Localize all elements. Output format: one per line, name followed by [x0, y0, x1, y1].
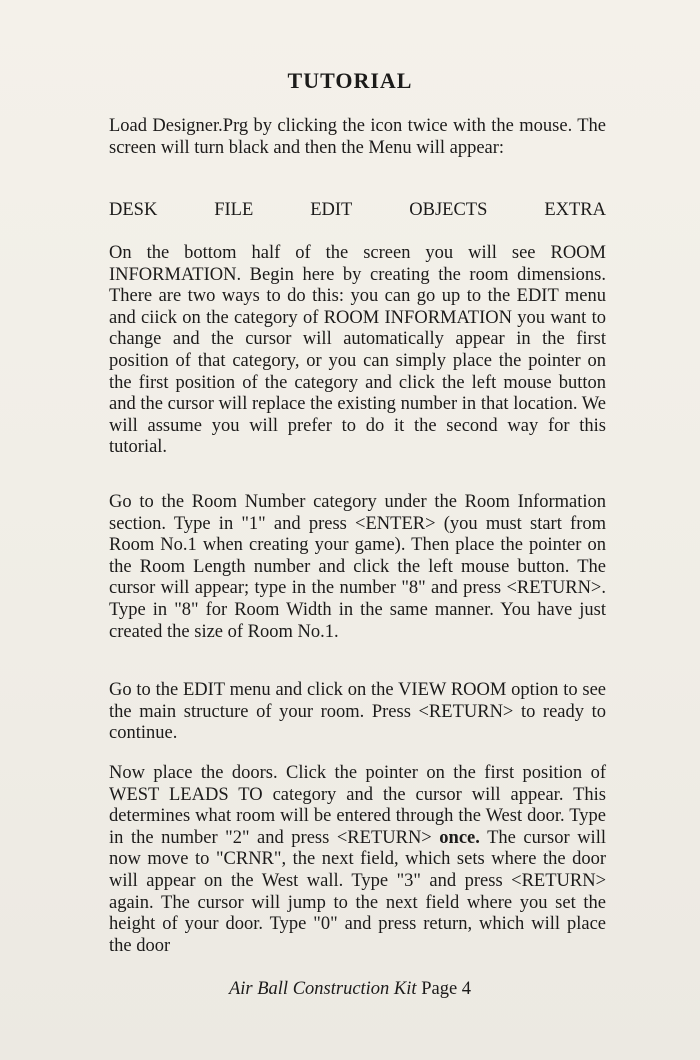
- room-number-paragraph: Go to the Room Number category under the Room Information section. Type in "1" and press <ENTER> (you must start from Room No.1 when creating your game). Then place the pointer on the Room Length number and click the left mouse button. The cursor will appear; type in the number "8" and press <RETURN>. Type in "8" for Room Width in the same manner. You have just created the size of Room No.1.: [109, 492, 606, 642]
- page-title: TUTORIAL: [287, 68, 413, 93]
- doors-text-part1: Now place the doors. Click the pointer on the first position of WEST LEADS TO category and the cursor will appear. This determines what room will be entered through the West door. Type in the number "2" and press <RETURN>: [109, 763, 606, 848]
- footer-page-number: Page 4: [421, 979, 472, 999]
- view-room-paragraph: Go to the EDIT menu and click on the VIEW ROOM option to see the main structure of your room. Press <RETURN> to ready to continue.: [109, 680, 606, 744]
- menu-item-edit: EDIT: [310, 200, 353, 220]
- doors-text-part2: The cursor will now move to "CRNR", the next field, which sets where the door will appear on the West wall. Type "3" and press <RETURN> again. The cursor will jump to the next field where you set the height of your door. Type "0" and press return, which will place the door: [109, 827, 606, 956]
- intro-paragraph: Load Designer.Prg by clicking the icon twice with the mouse. The screen will turn black and then the Menu will appear:: [109, 116, 606, 158]
- menu-list: [109, 199, 606, 221]
- menu-item-file: FILE: [214, 200, 254, 220]
- doors-text-bold: once.: [439, 827, 480, 848]
- doors-paragraph: [109, 763, 606, 957]
- page-footer: [0, 979, 700, 1000]
- menu-item-extra: EXTRA: [544, 200, 606, 220]
- footer-book-title: Air Ball Construction Kit: [228, 979, 417, 999]
- room-info-paragraph: On the bottom half of the screen you will see ROOM INFORMATION. Begin here by creating the room dimensions. There are two ways to do this: you can go up to the EDIT menu and ciick on the category of ROOM INFORMATION you want to change and the cursor will automatically appear in the first position of that category, or you can simply place the pointer on the first position of the category and click the left mouse button and the cursor will replace the existing number in that location. We will assume you will prefer to do it the second way for this tutorial.: [109, 243, 606, 458]
- menu-item-desk: DESK: [109, 200, 158, 220]
- menu-item-objects: OBJECTS: [409, 200, 488, 220]
